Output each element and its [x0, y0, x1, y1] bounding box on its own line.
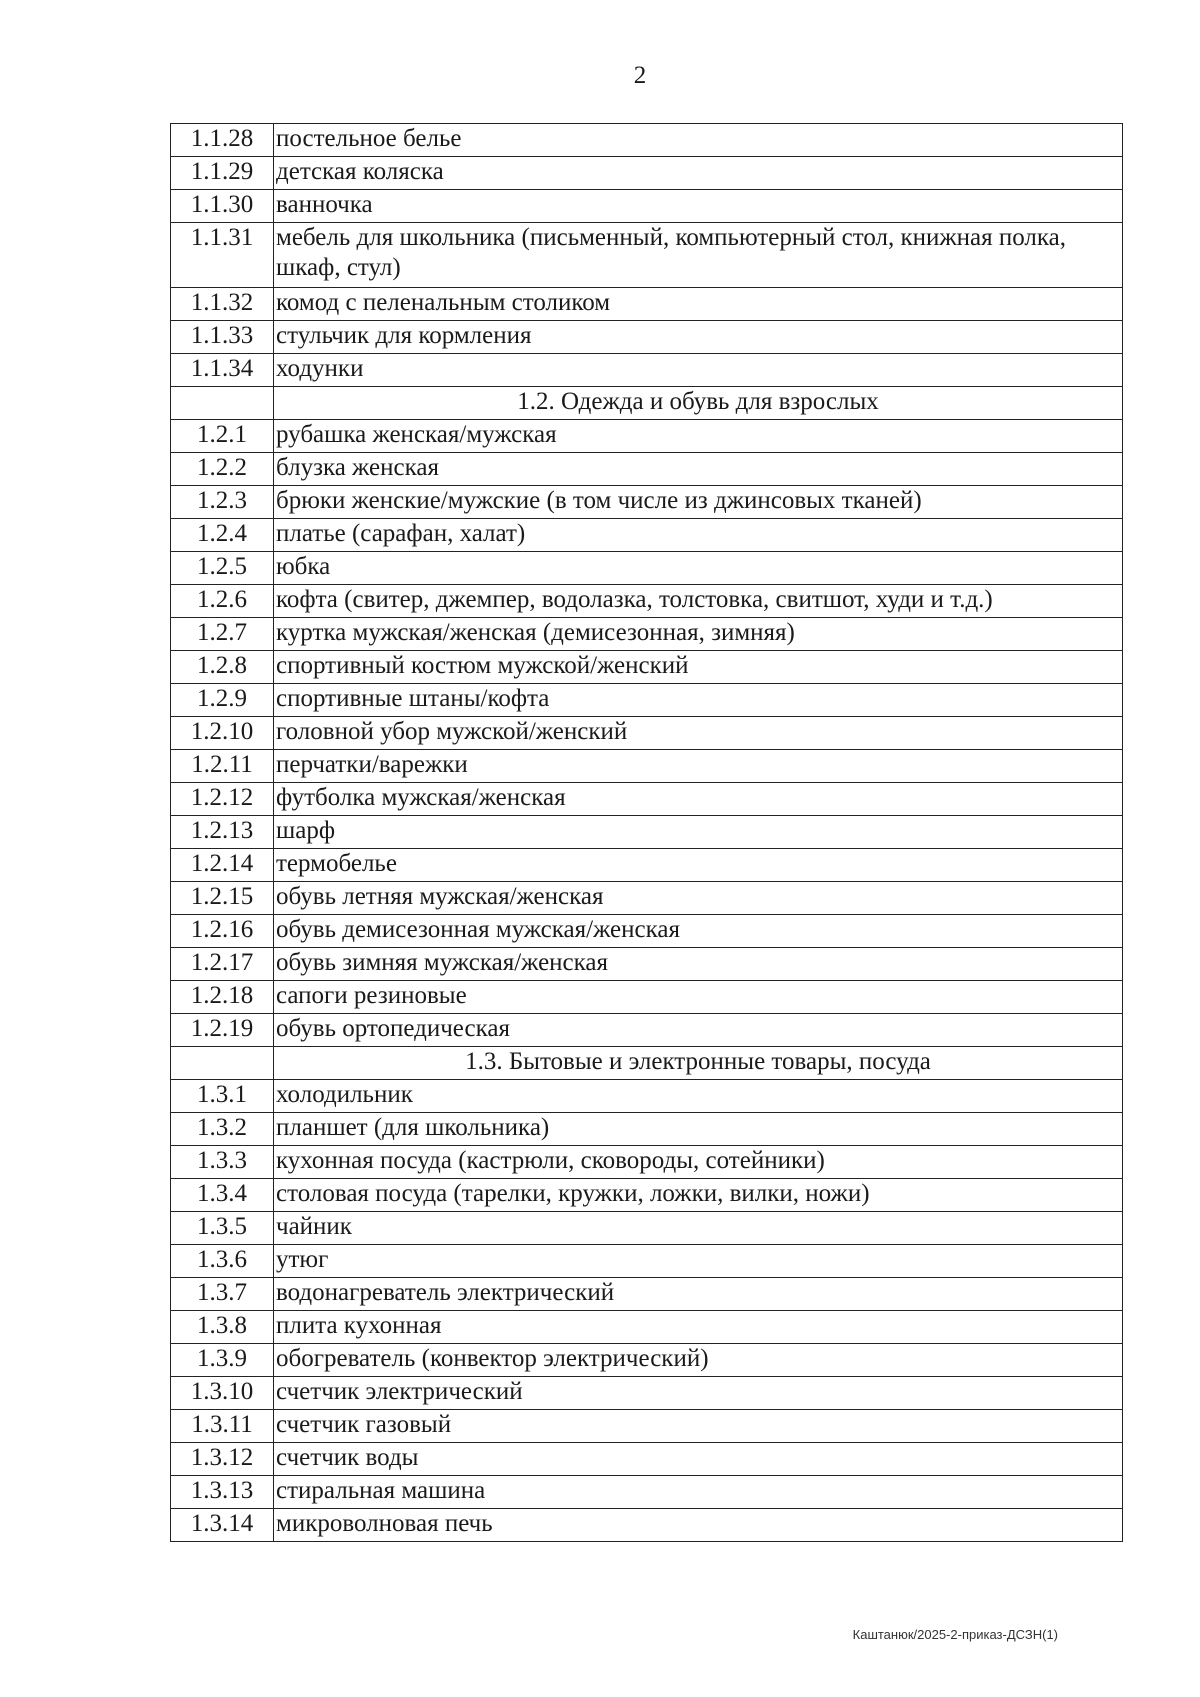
- item-description: утюг: [274, 1245, 1123, 1278]
- item-description: рубашка женская/мужская: [274, 420, 1123, 453]
- section-title: 1.3. Бытовые и электронные товары, посуда: [274, 1047, 1123, 1080]
- item-number: 1.2.19: [171, 1014, 274, 1047]
- table-row: [171, 1509, 1123, 1542]
- items-table: [170, 123, 1123, 1542]
- item-description: ванночка: [274, 190, 1123, 223]
- table-row: [171, 783, 1123, 816]
- table-row: [171, 1080, 1123, 1113]
- item-description: блузка женская: [274, 453, 1123, 486]
- item-description: обувь ортопедическая: [274, 1014, 1123, 1047]
- table-row: [171, 1443, 1123, 1476]
- item-number: 1.2.16: [171, 915, 274, 948]
- item-number: 1.3.13: [171, 1476, 274, 1509]
- item-number: 1.2.1: [171, 420, 274, 453]
- table-row: [171, 915, 1123, 948]
- item-number: 1.2.18: [171, 981, 274, 1014]
- item-description: микроволновая печь: [274, 1509, 1123, 1542]
- table-row: [171, 223, 1123, 288]
- item-number: 1.2.13: [171, 816, 274, 849]
- table-row: [171, 717, 1123, 750]
- item-description: термобелье: [274, 849, 1123, 882]
- item-number: [171, 1047, 274, 1080]
- table-row: [171, 1377, 1123, 1410]
- table-row: [171, 1344, 1123, 1377]
- item-description: детская коляска: [274, 157, 1123, 190]
- item-number: 1.2.2: [171, 453, 274, 486]
- item-number: 1.1.33: [171, 321, 274, 354]
- table-row: [171, 651, 1123, 684]
- items-table-body: [171, 124, 1123, 1542]
- document-reference: Каштанюк/2025-2-приказ-ДСЗН(1): [852, 1627, 1058, 1642]
- item-number: 1.1.32: [171, 288, 274, 321]
- table-row: [171, 882, 1123, 915]
- item-number: 1.2.10: [171, 717, 274, 750]
- item-number: 1.1.28: [171, 124, 274, 157]
- item-number: 1.2.6: [171, 585, 274, 618]
- item-number: 1.3.5: [171, 1212, 274, 1245]
- item-number: 1.2.15: [171, 882, 274, 915]
- item-description: постельное белье: [274, 124, 1123, 157]
- item-description: столовая посуда (тарелки, кружки, ложки, вилки, ножи): [274, 1179, 1123, 1212]
- item-description: брюки женские/мужские (в том числе из джинсовых тканей): [274, 486, 1123, 519]
- item-description: кофта (свитер, джемпер, водолазка, толстовка, свитшот, худи и т.д.): [274, 585, 1123, 618]
- item-number: 1.3.4: [171, 1179, 274, 1212]
- table-row: [171, 1179, 1123, 1212]
- table-row: [171, 948, 1123, 981]
- item-description: планшет (для школьника): [274, 1113, 1123, 1146]
- table-row: [171, 1146, 1123, 1179]
- item-description: холодильник: [274, 1080, 1123, 1113]
- table-row: [171, 618, 1123, 651]
- table-row: [171, 1410, 1123, 1443]
- item-description: комод с пеленальным столиком: [274, 288, 1123, 321]
- item-number: [171, 387, 274, 420]
- item-number: 1.2.8: [171, 651, 274, 684]
- item-description: ходунки: [274, 354, 1123, 387]
- item-description: головной убор мужской/женский: [274, 717, 1123, 750]
- item-number: 1.3.12: [171, 1443, 274, 1476]
- item-number: 1.2.9: [171, 684, 274, 717]
- table-row: [171, 453, 1123, 486]
- table-row: [171, 552, 1123, 585]
- item-description: плита кухонная: [274, 1311, 1123, 1344]
- table-row: [171, 288, 1123, 321]
- item-description: перчатки/варежки: [274, 750, 1123, 783]
- item-description: мебель для школьника (письменный, компьютерный стол, книжная полка, шкаф, стул): [274, 223, 1123, 288]
- item-description: платье (сарафан, халат): [274, 519, 1123, 552]
- item-description: счетчик газовый: [274, 1410, 1123, 1443]
- table-row: [171, 190, 1123, 223]
- item-number: 1.3.14: [171, 1509, 274, 1542]
- item-number: 1.2.14: [171, 849, 274, 882]
- item-number: 1.2.4: [171, 519, 274, 552]
- item-description: куртка мужская/женская (демисезонная, зимняя): [274, 618, 1123, 651]
- item-number: 1.3.2: [171, 1113, 274, 1146]
- table-row: [171, 124, 1123, 157]
- item-description: юбка: [274, 552, 1123, 585]
- item-description: кухонная посуда (кастрюли, сковороды, сотейники): [274, 1146, 1123, 1179]
- item-number: 1.2.11: [171, 750, 274, 783]
- item-number: 1.2.3: [171, 486, 274, 519]
- item-description: обогреватель (конвектор электрический): [274, 1344, 1123, 1377]
- item-description: чайник: [274, 1212, 1123, 1245]
- table-row: [171, 750, 1123, 783]
- item-number: 1.1.31: [171, 223, 274, 288]
- item-number: 1.3.10: [171, 1377, 274, 1410]
- item-description: водонагреватель электрический: [274, 1278, 1123, 1311]
- item-number: 1.3.9: [171, 1344, 274, 1377]
- table-row: [171, 157, 1123, 190]
- item-description: обувь летняя мужская/женская: [274, 882, 1123, 915]
- table-row: [171, 354, 1123, 387]
- item-description: спортивный костюм мужской/женский: [274, 651, 1123, 684]
- item-number: 1.3.7: [171, 1278, 274, 1311]
- item-number: 1.3.6: [171, 1245, 274, 1278]
- item-description: обувь зимняя мужская/женская: [274, 948, 1123, 981]
- table-row: [171, 1245, 1123, 1278]
- table-row: [171, 420, 1123, 453]
- table-row: [171, 321, 1123, 354]
- item-number: 1.1.29: [171, 157, 274, 190]
- item-number: 1.1.30: [171, 190, 274, 223]
- table-row: [171, 1212, 1123, 1245]
- item-number: 1.2.17: [171, 948, 274, 981]
- table-row: [171, 849, 1123, 882]
- page-number: 2: [633, 62, 647, 89]
- table-row: [171, 1113, 1123, 1146]
- item-description: спортивные штаны/кофта: [274, 684, 1123, 717]
- item-description: обувь демисезонная мужская/женская: [274, 915, 1123, 948]
- table-row: [171, 1311, 1123, 1344]
- table-row: [171, 585, 1123, 618]
- table-row: [171, 1014, 1123, 1047]
- item-number: 1.2.5: [171, 552, 274, 585]
- item-number: 1.2.12: [171, 783, 274, 816]
- item-number: 1.3.3: [171, 1146, 274, 1179]
- table-row: [171, 816, 1123, 849]
- table-row: [171, 1476, 1123, 1509]
- section-header-row: [171, 1047, 1123, 1080]
- item-number: 1.3.1: [171, 1080, 274, 1113]
- item-description: шарф: [274, 816, 1123, 849]
- item-description: стульчик для кормления: [274, 321, 1123, 354]
- table-row: [171, 486, 1123, 519]
- item-description: стиральная машина: [274, 1476, 1123, 1509]
- table-row: [171, 981, 1123, 1014]
- item-description: сапоги резиновые: [274, 981, 1123, 1014]
- section-header-row: [171, 387, 1123, 420]
- table-row: [171, 519, 1123, 552]
- item-description: счетчик воды: [274, 1443, 1123, 1476]
- item-number: 1.3.8: [171, 1311, 274, 1344]
- table-row: [171, 684, 1123, 717]
- table-row: [171, 1278, 1123, 1311]
- item-number: 1.1.34: [171, 354, 274, 387]
- item-number: 1.3.11: [171, 1410, 274, 1443]
- item-description: футболка мужская/женская: [274, 783, 1123, 816]
- item-description: счетчик электрический: [274, 1377, 1123, 1410]
- section-title: 1.2. Одежда и обувь для взрослых: [274, 387, 1123, 420]
- item-number: 1.2.7: [171, 618, 274, 651]
